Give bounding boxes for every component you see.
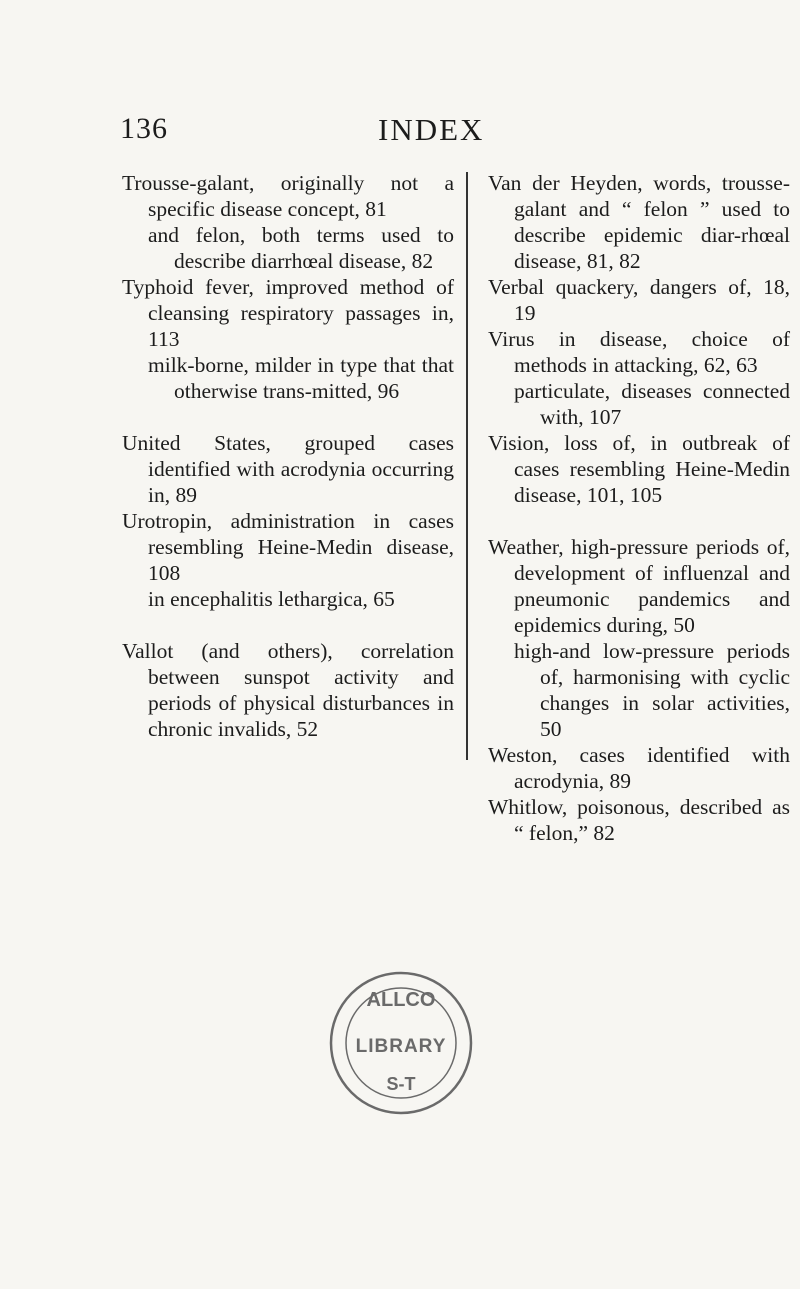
index-entry: Van der Heyden, words, trousse-galant and “ felon ” used to describe epidemic diar-rhœal disease, 81, 82 [488, 171, 790, 273]
index-subentry: and felon, both terms used to describe diarrhœal disease, 82 [148, 223, 454, 273]
page-header [0, 112, 800, 152]
entry-gap [122, 612, 454, 638]
index-entry: Vision, loss of, in outbreak of cases resembling Heine-Medin disease, 101, 105 [488, 431, 790, 507]
entry-gap [122, 404, 454, 430]
entry-gap [488, 508, 790, 534]
index-entry: Trousse-galant, originally not a specific disease concept, 81 [122, 171, 454, 221]
index-subentry: in encephalitis lethargica, 65 [148, 587, 395, 611]
index-entry: Typhoid fever, improved method of cleansing respiratory passages in, 113 [122, 275, 454, 351]
running-title: INDEX [378, 112, 485, 147]
index-column-right [488, 170, 790, 846]
index-entry: Vallot (and others), correlation between sunspot activity and periods of physical disturbances in chronic invalids, 52 [122, 639, 454, 741]
index-column-left [122, 170, 454, 742]
index-entry: Verbal quackery, dangers of, 18, 19 [488, 275, 790, 325]
page-number: 136 [120, 112, 168, 145]
index-subentry: particulate, diseases connected with, 107 [514, 379, 790, 429]
library-stamp [326, 968, 476, 1118]
column-divider [466, 172, 468, 760]
index-subentry: high-and low-pressure periods of, harmonising with cyclic changes in solar activities, 50 [514, 639, 790, 741]
stamp-center-text: LIBRARY [355, 1036, 447, 1057]
index-subentry: milk-borne, milder in type that that otherwise trans-mitted, 96 [148, 353, 454, 403]
index-entry: United States, grouped cases identified with acrodynia occurring in, 89 [122, 431, 454, 507]
index-entry: Whitlow, poisonous, described as “ felon,” 82 [488, 795, 790, 845]
stamp-top-text: ALLCO [366, 989, 436, 1011]
index-entry: Weston, cases identified with acrodynia, 89 [488, 743, 790, 793]
index-entry: Urotropin, administration in cases resembling Heine-Medin disease, 108 [122, 509, 454, 585]
index-entry: Virus in disease, choice of methods in attacking, 62, 63 [488, 327, 790, 377]
stamp-bottom-text: S-T [386, 1074, 416, 1094]
index-entry: Weather, high-pressure periods of, development of influenzal and pneumonic pandemics and epidemics during, 50 [488, 535, 790, 637]
